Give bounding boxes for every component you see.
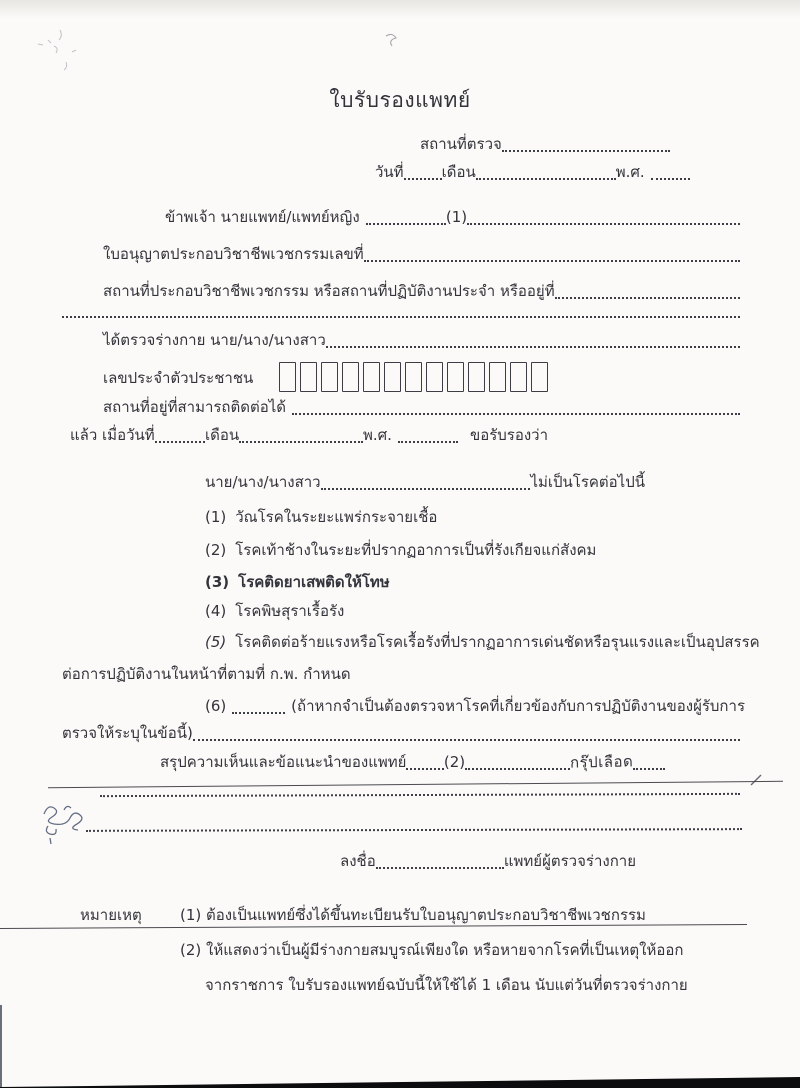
footnote-ref-2: (2) [443,753,466,771]
national-id-label: เลขประจำตัวประชาชน [103,369,254,387]
exam-place-input-line[interactable] [502,134,670,152]
disease-2-num: (2) [205,541,227,559]
signature-row [340,851,636,872]
disease-5-continuation: ต่อการปฏิบัติงานในหน้าที่ตามที่ ก.พ. กำหนด [62,665,351,683]
remark-item-1: (1) ต้องเป็นแพทย์ซึ่งได้ขึ้นทะเบียนรับใบอนุญาตประกอบวิชาชีพเวชกรรม [180,906,646,924]
exam-place-label: สถานที่ตรวจ [420,135,502,153]
exam-place-row [420,134,670,155]
examining-doctor-label: แพทย์ผู้ตรวจร่างกาย [503,852,636,870]
summary-input-line-cont-1[interactable] [100,793,740,797]
practice-place-input-line[interactable] [555,281,740,299]
id-digit-box[interactable] [384,362,401,392]
disease-item-3 [205,572,390,593]
disease-2-text: โรคเท้าช้างในระยะที่ปรากฏอาการเป็นที่รังเกียจแก่สังคม [235,541,597,559]
practice-place-label: สถานที่ประกอบวิชาชีพเวชกรรม หรือสถานที่ปฏิบัติงานประจำ หรืออยู่ที่ [103,282,555,300]
id-digit-box[interactable] [363,362,380,392]
scan-left-edge-artifact [0,1005,2,1088]
doctor-name-label: ข้าพเจ้า นายแพทย์/แพทย์หญิง [165,208,360,226]
footnote-ref-1: (1) [445,208,468,226]
doctor-summary-row [160,752,665,773]
pencil-marks [28,18,108,78]
id-digit-box[interactable] [300,362,317,392]
patient-name-label: นาย/นาง/นางสาว [205,473,321,491]
disease-6-detail-input-line[interactable] [193,723,740,741]
disease-3-text: โรคติดยาเสพติดให้โทษ [238,573,390,591]
exam-month-label: เดือน [441,163,476,181]
examinee-name-input-line[interactable] [326,330,740,348]
id-digit-box[interactable] [510,362,527,392]
examinee-name-row [103,330,740,351]
contact-address-label: สถานที่อยู่ที่สามารถติดต่อได้ [103,398,287,416]
license-input-line[interactable] [364,244,740,262]
pen-scribble [34,796,100,850]
remark-item-2-continuation: จากราชการ ใบรับรองแพทย์ฉบับนี้ให้ใช้ได้ 1 เดือน นับแต่วันที่ตรวจร่างกาย [205,976,688,994]
contact-address-row [103,397,740,418]
disease-1-num: (1) [205,508,227,526]
disease-item-4 [205,601,344,622]
disease-item-2 [205,540,596,561]
certify-month-input-line[interactable] [239,425,363,443]
national-id-row [103,358,548,392]
id-digit-box[interactable] [405,362,422,392]
license-row [103,244,740,265]
scan-bottom-edge-artifact [0,1074,800,1088]
id-digit-box[interactable] [426,362,443,392]
id-digit-box[interactable] [342,362,359,392]
practice-place-input-line-cont[interactable] [62,316,740,318]
blood-group-label: กรุ๊ปเลือด [569,752,634,772]
certify-era-label: พ.ศ. [362,426,392,444]
doctor-name-row [165,207,740,228]
remark-item-2: (2) ให้แสดงว่าเป็นผู้มีร่างกายสมบูรณ์เพียงใด หรือหายจากโรคที่เป็นเหตุให้ออก [180,941,684,959]
disease-4-num: (4) [205,602,227,620]
remark-label: หมายเหตุ [80,906,142,924]
disease-6-continuation-row [62,723,740,744]
document-title: ใบรับรองแพทย์ [329,88,471,112]
id-digit-box[interactable] [531,362,548,392]
certify-date-row [70,425,548,446]
exam-year-input-line[interactable] [651,162,690,180]
signature-label: ลงชื่อ [340,852,376,870]
contact-address-input-line[interactable] [292,397,740,415]
exam-month-input-line[interactable] [476,162,616,180]
disease-item-1 [205,507,437,528]
pen-tick [748,772,766,788]
disease-6-continuation-label: ตรวจให้ระบุในข้อนี้) [62,724,193,742]
doctor-name-input-line[interactable] [366,207,446,225]
doctor-summary-input-line-2[interactable] [465,752,570,770]
id-digit-box[interactable] [447,362,464,392]
doctor-summary-label: สรุปความเห็นและข้อแนะนำของแพทย์ [160,753,407,771]
signature-input-line[interactable] [376,851,504,869]
disease-3-num: (3) [205,573,230,591]
certify-day-label: แล้ว เมื่อวันที่ [70,426,155,444]
exam-day-label: วันที่ [375,163,404,181]
disease-1-text: วัณโรคในระยะแพร่กระจายเชื้อ [235,508,438,526]
certify-month-label: เดือน [204,426,240,444]
exam-date-row [375,162,690,183]
examinee-name-label: ได้ตรวจร่างกาย นาย/นาง/นางสาว [103,331,326,349]
scan-top-shadow [0,0,800,18]
certify-day-input-line[interactable] [155,425,205,443]
id-digit-box[interactable] [279,362,296,392]
summary-input-line-cont-2[interactable] [86,828,742,832]
certify-year-input-line[interactable] [398,425,458,443]
scan-fold-line [48,781,783,788]
national-id-boxes [279,362,548,392]
disease-6-text: (ถ้าหากจำเป็นต้องตรวจหาโรคที่เกี่ยวข้องกับการปฏิบัติงานของผู้รับการ [291,697,745,715]
disease-item-5 [205,632,760,653]
exam-day-input-line[interactable] [404,162,442,180]
practice-place-row [103,281,740,302]
id-digit-box[interactable] [468,362,485,392]
patient-name-input-line[interactable] [321,472,531,490]
patient-name-row [205,472,645,493]
license-label: ใบอนุญาตประกอบวิชาชีพเวชกรรมเลขที่ [103,245,364,263]
disease-5-text: โรคติดต่อร้ายแรงหรือโรคเรื้อรังที่ปรากฏอาการเด่นชัดหรือรุนแรงและเป็นอุปสรรค [235,633,760,651]
exam-era-label: พ.ศ. [615,163,645,181]
disease-6-num: (6) [205,697,227,715]
disease-5-num: (5) [205,633,227,651]
doctor-name-input-line-2[interactable] [467,207,740,225]
id-digit-box[interactable] [489,362,506,392]
blood-group-input-line[interactable] [633,752,665,770]
disease-4-text: โรคพิษสุราเรื้อรัง [235,602,345,620]
id-digit-box[interactable] [321,362,338,392]
ink-speck [378,30,408,56]
certify-statement-label: ขอรับรองว่า [469,426,549,444]
doctor-summary-input-line[interactable] [406,752,443,770]
no-disease-label: ไม่เป็นโรคต่อไปนี้ [530,473,645,491]
disease-6-input-line[interactable] [232,696,285,714]
disease-item-6 [205,696,745,717]
